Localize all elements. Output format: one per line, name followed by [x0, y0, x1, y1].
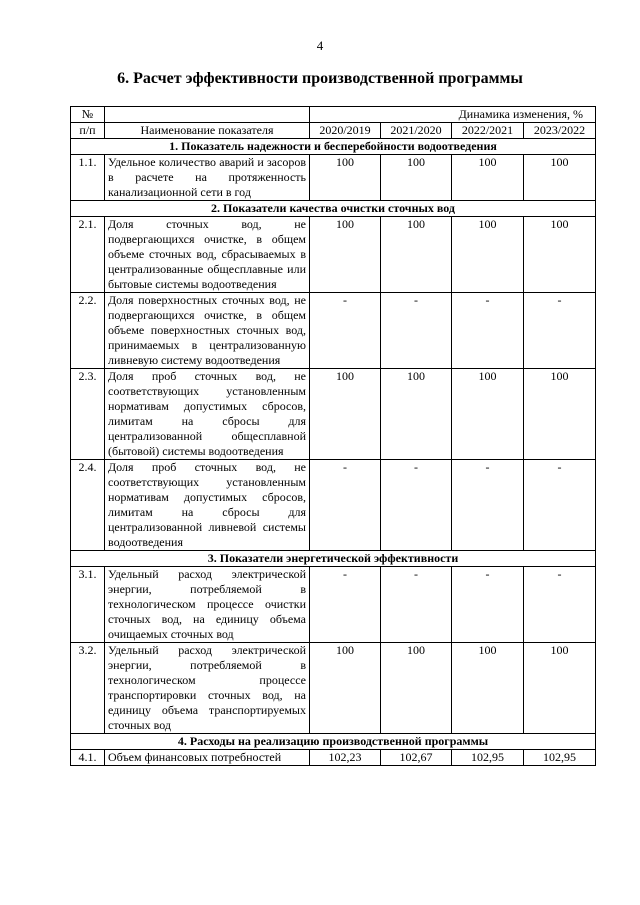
dynamics-value: -	[310, 460, 381, 551]
dynamics-value: 100	[452, 643, 524, 734]
table-row	[71, 217, 596, 293]
row-number: 3.2.	[71, 643, 105, 734]
header-dynamics: Динамика изменения, %	[310, 107, 596, 123]
table-row	[71, 750, 596, 766]
dynamics-value: 100	[452, 369, 524, 460]
table-row	[71, 369, 596, 460]
header-row-bottom	[71, 123, 596, 139]
dynamics-value: -	[452, 293, 524, 369]
dynamics-value: -	[452, 567, 524, 643]
dynamics-value: 100	[524, 217, 596, 293]
dynamics-value: -	[381, 293, 452, 369]
row-number: 4.1.	[71, 750, 105, 766]
indicator-name: Доля сточных вод, не подвергающихся очистке, в общем объеме сточных вод, сбрасываемых в централизованные общесплавные или бытовые системы водоотведения	[105, 217, 310, 293]
header-num-top: №	[71, 107, 105, 123]
section-title: 4. Расходы на реализацию производственной программы	[71, 734, 596, 750]
indicator-name: Удельное количество аварий и засоров в расчете на протяженность канализационной сети в год	[105, 155, 310, 201]
dynamics-value: 100	[452, 155, 524, 201]
page-number: 4	[316, 38, 324, 53]
table-body	[71, 139, 596, 766]
dynamics-value: -	[381, 460, 452, 551]
dynamics-value: 100	[310, 155, 381, 201]
table-row	[71, 567, 596, 643]
row-number: 2.3.	[71, 369, 105, 460]
document-title: 6. Расчет эффективности производственной программы	[117, 70, 523, 87]
dynamics-value: 100	[381, 155, 452, 201]
indicator-name: Удельный расход электрической энергии, потребляемой в технологическом процессе очистки сточных вод, на единицу объема очищаемых сточных вод	[105, 567, 310, 643]
section-header-row	[71, 139, 596, 155]
section-title: 1. Показатель надежности и бесперебойности водоотведения	[71, 139, 596, 155]
indicator-name: Доля проб сточных вод, не соответствующих установленным нормативам допустимых сбросов, лимитам на сбросы для централизованной общесплавной (бытовой) системы водоотведения	[105, 369, 310, 460]
section-header-row	[71, 551, 596, 567]
dynamics-value: 102,23	[310, 750, 381, 766]
dynamics-value: 100	[452, 217, 524, 293]
dynamics-value: 100	[310, 643, 381, 734]
dynamics-value: 100	[310, 217, 381, 293]
header-row-top	[71, 107, 596, 123]
dynamics-value: 102,95	[452, 750, 524, 766]
row-number: 2.2.	[71, 293, 105, 369]
dynamics-value: 102,95	[524, 750, 596, 766]
dynamics-value: -	[310, 293, 381, 369]
dynamics-value: -	[310, 567, 381, 643]
indicator-name: Удельный расход электрической энергии, потребляемой в технологическом процессе транспортировки сточных вод, на единицу объема транспортируемых сточных вод	[105, 643, 310, 734]
indicator-name: Доля поверхностных сточных вод, не подвергающихся очистке, в общем объеме поверхностных сточных вод, принимаемых в централизованную ливневую систему водоотведения	[105, 293, 310, 369]
header-num-bottom: п/п	[71, 123, 105, 139]
row-number: 3.1.	[71, 567, 105, 643]
efficiency-table	[70, 106, 596, 766]
header-period: 2021/2020	[381, 123, 452, 139]
table-row	[71, 460, 596, 551]
dynamics-value: 100	[381, 217, 452, 293]
dynamics-value: 100	[524, 369, 596, 460]
dynamics-value: -	[524, 567, 596, 643]
dynamics-value: -	[452, 460, 524, 551]
row-number: 2.1.	[71, 217, 105, 293]
dynamics-value: 100	[310, 369, 381, 460]
section-header-row	[71, 734, 596, 750]
dynamics-value: -	[524, 293, 596, 369]
table-row	[71, 155, 596, 201]
header-period: 2022/2021	[452, 123, 524, 139]
table-row	[71, 293, 596, 369]
dynamics-value: 100	[524, 155, 596, 201]
dynamics-value: 102,67	[381, 750, 452, 766]
dynamics-value: 100	[524, 643, 596, 734]
dynamics-value: 100	[381, 369, 452, 460]
header-name: Наименование показателя	[105, 123, 310, 139]
header-period: 2023/2022	[524, 123, 596, 139]
table-row	[71, 643, 596, 734]
header-name-blank	[105, 107, 310, 123]
row-number: 1.1.	[71, 155, 105, 201]
dynamics-value: 100	[381, 643, 452, 734]
header-period: 2020/2019	[310, 123, 381, 139]
dynamics-value: -	[524, 460, 596, 551]
section-title: 2. Показатели качества очистки сточных вод	[71, 201, 596, 217]
section-title: 3. Показатели энергетической эффективности	[71, 551, 596, 567]
dynamics-value: -	[381, 567, 452, 643]
indicator-name: Объем финансовых потребностей	[105, 750, 310, 766]
row-number: 2.4.	[71, 460, 105, 551]
section-header-row	[71, 201, 596, 217]
indicator-name: Доля проб сточных вод, не соответствующих установленным нормативам допустимых сбросов, лимитам на сбросы для централизованной ливневой системы водоотведения	[105, 460, 310, 551]
